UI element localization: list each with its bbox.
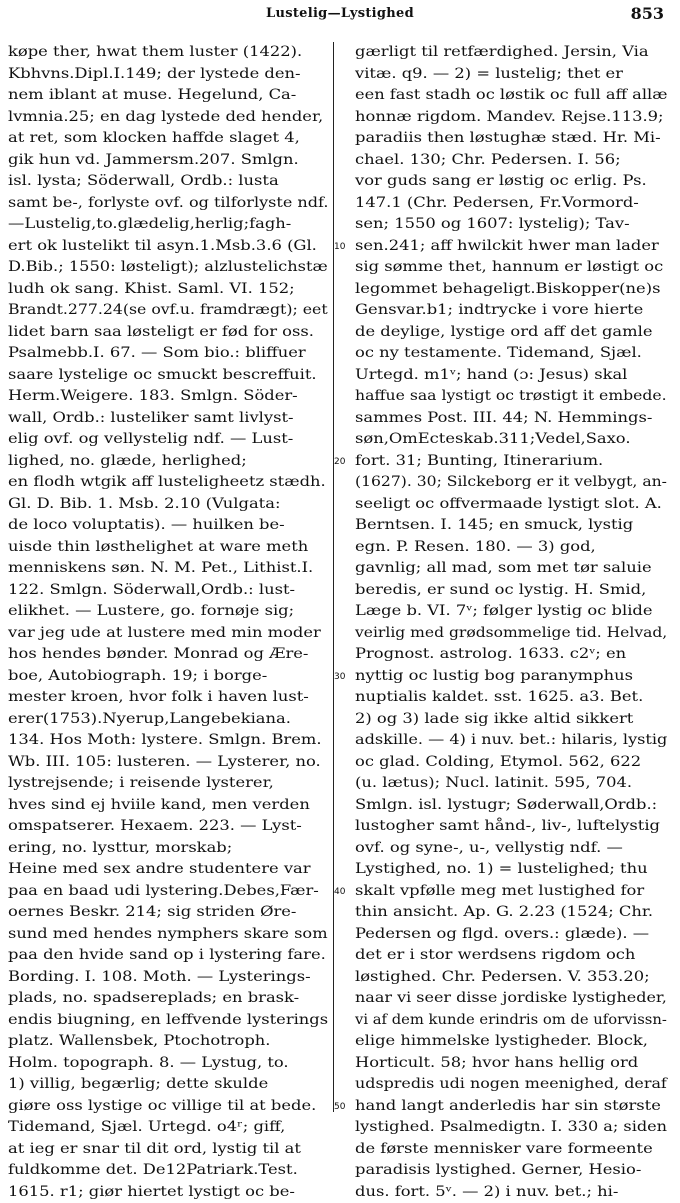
text-line: endis biugning, en leffvende lysterings <box>8 1010 328 1032</box>
text-line: paradiis then løstughæ stæd. Hr. Mi- <box>355 128 667 150</box>
text-line: en flodh wtgik aff lusteligheetz stædh. <box>8 472 328 494</box>
text-line: (u. lætus); Nucl. latinit. 595, 704. <box>355 773 667 795</box>
right-column <box>355 42 667 1114</box>
text-line: Prognost. astrolog. 1633. c2ᵛ; en <box>355 644 667 666</box>
text-line: at ret, som klocken haffde slaget 4, <box>8 128 328 150</box>
line-number: 10 <box>334 241 345 253</box>
text-line: Kbhvns.Dipl.I.149; der lystede den- <box>8 64 328 86</box>
text-line: lystrejsende; i reisende lysterer, <box>8 773 328 795</box>
text-line: thin ansicht. Ap. G. 2.23 (1524; Chr. <box>355 902 667 924</box>
text-line: seeligt oc offvermaade lystigt slot. A. <box>355 494 667 516</box>
text-line: Læge b. VI. 7ᵛ; følger lystig oc blide <box>355 601 667 623</box>
text-line: dus. fort. 5ᵛ. — 2) i nuv. bet.; hi- <box>355 1182 667 1203</box>
text-line: honnæ rigdom. Mandev. Rejse.113.9; <box>355 107 667 129</box>
text-line: veirlig med grødsommelige tid. Helvad, <box>355 623 667 645</box>
text-line: vitæ. q9. — 2) = lustelig; thet er <box>355 64 667 86</box>
text-line: legommet behageligt.Biskopper(ne)s <box>355 279 667 301</box>
line-number: 20 <box>334 456 345 468</box>
text-line: egn. P. Resen. 180. — 3) god, <box>355 537 667 559</box>
page-number: 853 <box>631 4 664 23</box>
text-line: omspatserer. Hexaem. 223. — Lyst- <box>8 816 328 838</box>
text-line: uisde thin løsthelighet at ware meth <box>8 537 328 559</box>
text-line: Heine med sex andre studentere var <box>8 859 328 881</box>
text-line: hves sind ej hviile kand, men verden <box>8 795 328 817</box>
text-line: Lystighed, no. 1) = lustelighed; thu <box>355 859 667 881</box>
text-line: Herm.Weigere. 183. Smlgn. Söder- <box>8 386 328 408</box>
text-line: 147.1 (Chr. Pedersen, Fr.Vormord- <box>355 193 667 215</box>
text-line: lighed, no. glæde, herlighed; <box>8 451 328 473</box>
text-line: 2) og 3) lade sig ikke altid sikkert <box>355 709 667 731</box>
text-line: Holm. topograph. 8. — Lystug, to. <box>8 1053 328 1075</box>
text-line: giøre oss lystige oc villige til at bede. <box>8 1096 328 1118</box>
text-line: ovf. og syne-, u-, vellystig ndf. — <box>355 838 667 860</box>
text-line: een fast stadh oc løstik oc full aff allæ <box>355 85 667 107</box>
text-line: hos hendes bønder. Monrad og Ære- <box>8 644 328 666</box>
text-line: wall, Ordb.: lusteliker samt livlyst- <box>8 408 328 430</box>
text-line: erer(1753).Nyerup,Langebekiana. <box>8 709 328 731</box>
text-line: Horticult. 58; hvor hans hellig ord <box>355 1053 667 1075</box>
text-line: Gensvar.b1; indtrycke i vore hierte <box>355 300 667 322</box>
text-line: 134. Hos Moth: lystere. Smlgn. Brem. <box>8 730 328 752</box>
text-line: —Lustelig,to.glædelig,herlig;fagh- <box>8 214 328 236</box>
text-line: Gl. D. Bib. 1. Msb. 2.10 (Vulgata: <box>8 494 328 516</box>
text-line: de deylige, lystige ord aff det gamle <box>355 322 667 344</box>
text-line: de første mennisker vare formeente <box>355 1139 667 1161</box>
text-line: det er i stor werdsens rigdom och <box>355 945 667 967</box>
text-line: sammes Post. III. 44; N. Hemmings- <box>355 408 667 430</box>
text-line: 1) villig, begærlig; dette skulde <box>8 1074 328 1096</box>
text-line: fuldkomme det. De12Patriark.Test. <box>8 1160 328 1182</box>
text-line: menniskens søn. N. M. Pet., Lithist.I. <box>8 558 328 580</box>
line-number: 40 <box>334 886 345 898</box>
text-line: elige himmelske lystigheder. Block, <box>355 1031 667 1053</box>
text-line: D.Bib.; 1550: løsteligt); alzlustelichstæ <box>8 257 328 279</box>
text-line: at ieg er snar til dit ord, lystig til at <box>8 1139 328 1161</box>
text-line: mester kroen, hvor folk i haven lust- <box>8 687 328 709</box>
text-line: (1627). 30; Silckeborg er it velbygt, an- <box>355 472 667 494</box>
left-column <box>8 42 328 1114</box>
text-line: adskille. — 4) i nuv. bet.: hilaris, lystig <box>355 730 667 752</box>
text-line: Urtegd. m1ᵛ; hand (ɔ: Jesus) skal <box>355 365 667 387</box>
text-line: køpe ther, hwat them luster (1422). <box>8 42 328 64</box>
text-line: gærligt til retfærdighed. Jersin, Via <box>355 42 667 64</box>
line-number: 30 <box>334 671 345 683</box>
text-line: naar vi seer disse jordiske lystigheder, <box>355 988 667 1010</box>
text-line: beredis, er sund oc lystig. H. Smid, <box>355 580 667 602</box>
text-line: hand langt anderledis har sin største <box>355 1096 667 1118</box>
text-line: haffue saa lystigt oc trøstigt it embede. <box>355 386 667 408</box>
text-line: paradisis lystighed. Gerner, Hesio- <box>355 1160 667 1182</box>
text-line: nuptialis kaldet. sst. 1625. a3. Bet. <box>355 687 667 709</box>
running-head: Lustelig—Lystighed <box>0 6 680 21</box>
text-line: sen; 1550 og 1607: lystelig); Tav- <box>355 214 667 236</box>
text-line: ert ok lustelikt til asyn.1.Msb.3.6 (Gl. <box>8 236 328 258</box>
text-line: Psalmebb.I. 67. — Som bio.: bliffuer <box>8 343 328 365</box>
text-line: Smlgn. isl. lystugr; Søderwall,Ordb.: <box>355 795 667 817</box>
text-line: søn,OmEcteskab.311;Vedel,Saxo. <box>355 429 667 451</box>
text-line: saare lystelige oc smuckt bescreffuit. <box>8 365 328 387</box>
text-line: nyttig oc lustig bog paranymphus <box>355 666 667 688</box>
text-line: sen.241; aff hwilckit hwer man lader <box>355 236 667 258</box>
text-line: Wb. III. 105: lusteren. — Lysterer, no. <box>8 752 328 774</box>
text-line: gik hun vd. Jammersm.207. Smlgn. <box>8 150 328 172</box>
text-line: oc ny testamente. Tidemand, Sjæl. <box>355 343 667 365</box>
text-line: paa en baad udi lystering.Debes,Fær- <box>8 881 328 903</box>
text-line: samt be-, forlyste ovf. og tilforlyste ndf. <box>8 193 328 215</box>
text-line: løstighed. Chr. Pedersen. V. 353.20; <box>355 967 667 989</box>
text-line: gavnlig; all mad, som met tør saluie <box>355 558 667 580</box>
text-line: isl. lysta; Söderwall, Ordb.: lusta <box>8 171 328 193</box>
text-line: plads, no. spadsereplads; en brask- <box>8 988 328 1010</box>
text-line: fort. 31; Bunting, Itinerarium. <box>355 451 667 473</box>
text-line: paa den hvide sand op i lystering fare. <box>8 945 328 967</box>
text-line: platz. Wallensbek, Ptochotroph. <box>8 1031 328 1053</box>
text-line: Tidemand, Sjæl. Urtegd. o4ʳ; giff, <box>8 1117 328 1139</box>
text-line: oernes Beskr. 214; sig striden Øre- <box>8 902 328 924</box>
text-line: skalt vpfølle meg met lustighed for <box>355 881 667 903</box>
text-line: lidet barn saa løsteligt er fød for oss. <box>8 322 328 344</box>
text-line: chael. 130; Chr. Pedersen. I. 56; <box>355 150 667 172</box>
page-header <box>0 0 680 34</box>
text-line: Bording. I. 108. Moth. — Lysterings- <box>8 967 328 989</box>
text-line: de loco voluptatis). — huilken be- <box>8 515 328 537</box>
text-line: ludh ok sang. Khist. Saml. VI. 152; <box>8 279 328 301</box>
text-line: var jeg ude at lustere med min moder <box>8 623 328 645</box>
text-line: elig ovf. og vellystelig ndf. — Lust- <box>8 429 328 451</box>
text-line: Brandt.277.24(se ovf.u. framdrægt); eet <box>8 300 328 322</box>
text-line: ering, no. lysttur, morskab; <box>8 838 328 860</box>
text-line: oc glad. Colding, Etymol. 562, 622 <box>355 752 667 774</box>
text-line: lvmnia.25; en dag lystede ded hender, <box>8 107 328 129</box>
text-line: vor guds sang er løstig oc erlig. Ps. <box>355 171 667 193</box>
text-line: Pedersen og flgd. overs.: glæde). — <box>355 924 667 946</box>
text-line: udspredis udi nogen meenighed, deraf <box>355 1074 667 1096</box>
text-line: nem iblant at muse. Hegelund, Ca- <box>8 85 328 107</box>
text-line: 122. Smlgn. Söderwall,Ordb.: lust- <box>8 580 328 602</box>
text-line: lustogher samt hånd-, liv-, luftelystig <box>355 816 667 838</box>
text-line: lystighed. Psalmedigtn. I. 330 a; siden <box>355 1117 667 1139</box>
text-line: sund med hendes nymphers skare som <box>8 924 328 946</box>
line-number: 50 <box>334 1101 345 1113</box>
text-line: sig sømme thet, hannum er løstigt oc <box>355 257 667 279</box>
text-line: vi af dem kunde erindris om de uforvissn- <box>355 1010 667 1032</box>
text-line: 1615. r1; giør hiertet lystigt oc be- <box>8 1182 328 1203</box>
text-line: elikhet. — Lustere, go. fornøje sig; <box>8 601 328 623</box>
text-line: boe, Autobiograph. 19; i borge- <box>8 666 328 688</box>
column-divider <box>333 42 334 1112</box>
text-line: Berntsen. I. 145; en smuck, lystig <box>355 515 667 537</box>
